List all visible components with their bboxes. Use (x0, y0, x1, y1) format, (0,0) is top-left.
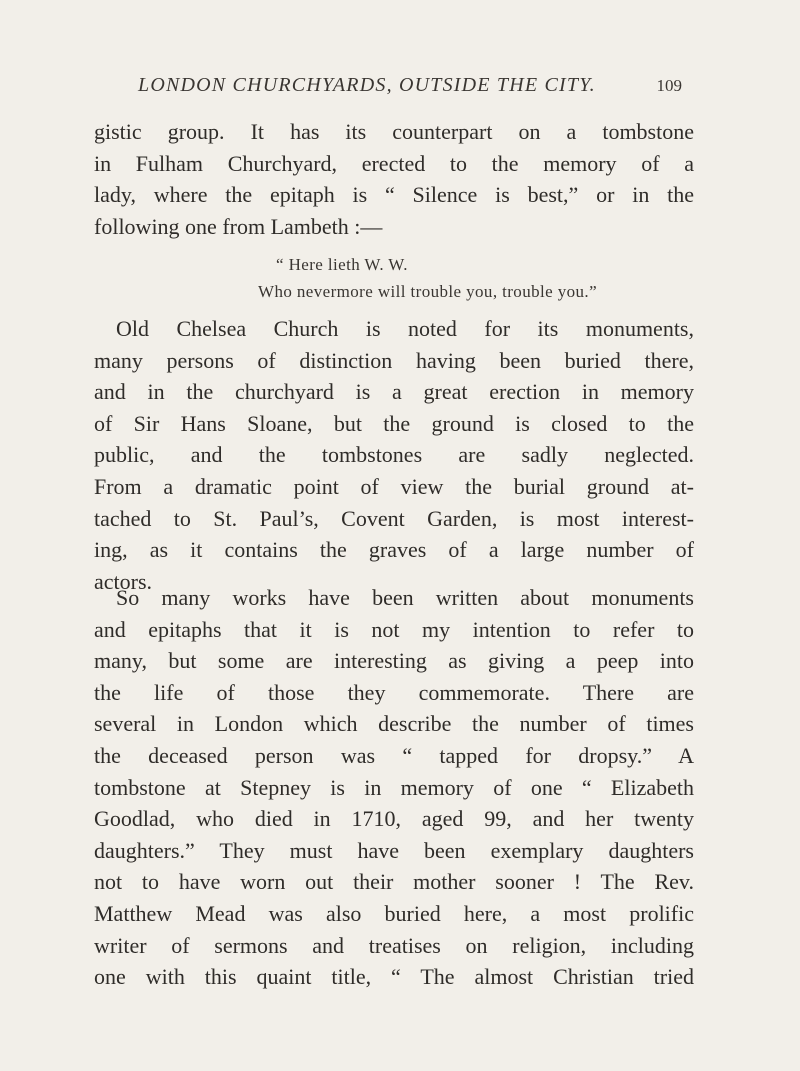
text-line: public, and the tombstones are sadly neglected. (94, 442, 694, 468)
text-line: tached to St. Paul’s, Covent Garden, is most interest- (94, 505, 694, 531)
paragraph-continuation (94, 116, 694, 242)
text-line: many persons of distinction having been buried there, (94, 347, 694, 373)
paragraph-chelsea (94, 313, 694, 597)
text-line: Old Chelsea Church is noted for its monuments, (116, 316, 694, 341)
text-line: one with this quaint title, “ The almost Christian tried (94, 964, 694, 990)
epitaph-quote (258, 251, 597, 305)
text-line: daughters.” They must have been exemplary daughters (94, 837, 694, 863)
text-line: ing, as it contains the graves of a large number of (94, 537, 694, 563)
text-line: the deceased person was “ tapped for dropsy.” A (94, 742, 694, 768)
text-line: writer of sermons and treatises on religion, including (94, 932, 694, 958)
text-line: tombstone at Stepney is in memory of one “ Elizabeth (94, 774, 694, 800)
text-line: and epitaphs that it is not my intention to refer to (94, 616, 694, 642)
text-line: the life of those they commemorate. There are (94, 679, 694, 705)
text-line: From a dramatic point of view the burial ground at- (94, 473, 694, 499)
paragraph-monuments (94, 582, 694, 993)
text-line: Matthew Mead was also buried here, a most prolific (94, 900, 694, 926)
page-number: 109 (656, 76, 682, 95)
text-line: several in London which describe the number of times (94, 711, 694, 737)
text-line: not to have worn out their mother sooner ! The Rev. (94, 869, 694, 895)
text-line: Goodlad, who died in 1710, aged 99, and her twenty (94, 806, 694, 832)
epitaph-line: Who nevermore will trouble you, trouble you.” (258, 282, 598, 301)
text-line: gistic group. It has its counterpart on a tombstone (94, 119, 694, 144)
text-line: and in the churchyard is a great erection in memory (94, 379, 694, 405)
text-line: following one from Lambeth :— (94, 213, 383, 239)
text-line: So many works have been written about monuments (116, 585, 694, 610)
running-title: LONDON CHURCHYARDS, OUTSIDE THE CITY. (138, 74, 596, 96)
text-line: in Fulham Churchyard, erected to the memory of a (94, 150, 694, 176)
running-head (138, 74, 682, 104)
text-line: many, but some are interesting as giving a peep into (94, 648, 694, 674)
epitaph-line: “ Here lieth W. W. (276, 255, 408, 274)
text-line: lady, where the epitaph is “ Silence is best,” or in the (94, 182, 694, 208)
text-line: actors. (94, 568, 153, 594)
text-line: of Sir Hans Sloane, but the ground is closed to the (94, 410, 694, 436)
